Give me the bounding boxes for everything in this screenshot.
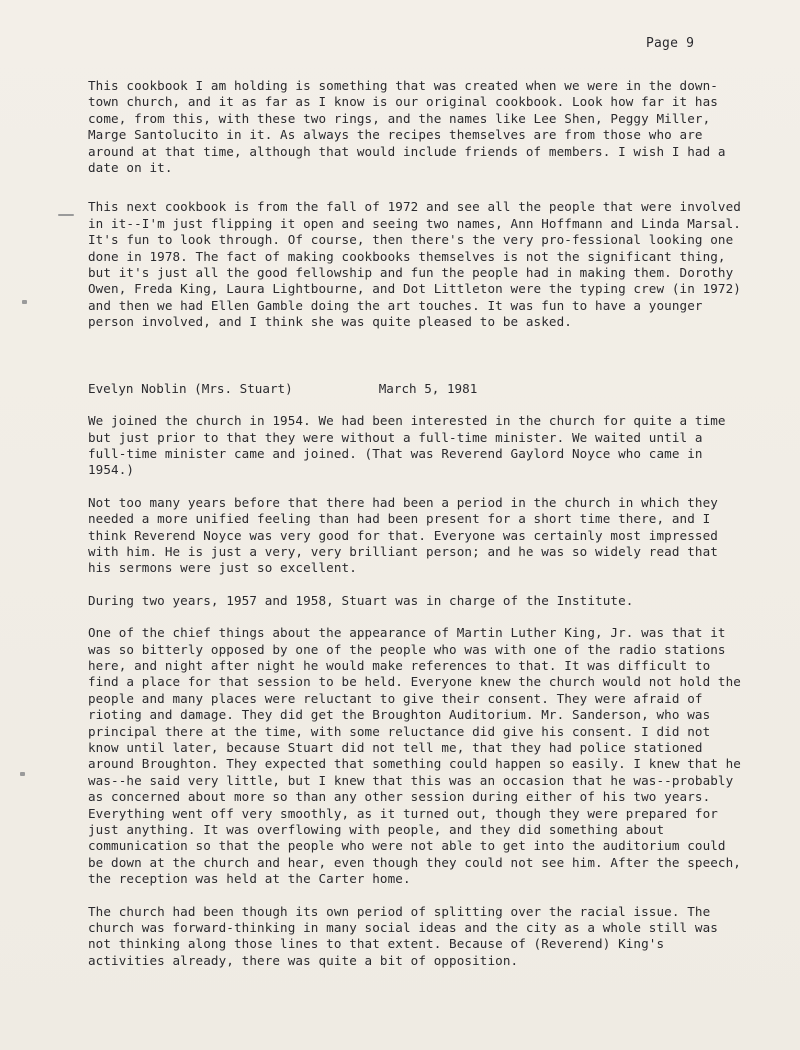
page-number: Page 9 xyxy=(646,36,695,51)
paragraph: This next cookbook is from the fall of 1972 and see all the people that were involved in it--I'm just flipping it open and seeing two names, Ann Hoffmann and Linda Marsal. It's fun to look through. Of course, then there's the very pro-fessional looking one done in 1978. The fact of making cookbooks themselves is not the significant thing, but it's just all the good fellowship and fun the people had in making them. Dorothy Owen, Freda King, Laura Lightbourne, and Dot Littleton were the typing crew (in 1972) and then we had Ellen Gamble doing the art touches. It was fun to have a younger person involved, and I think she was quite pleased to be asked. xyxy=(88,199,741,330)
paragraph: One of the chief things about the appearance of Martin Luther King, Jr. was that it was so bitterly opposed by one of the people who was with one of the radio stations here, and night after night he would make references to that. It was difficult to find a place for that session to be held. Everyone knew the church would not hold the people and many places were reluctant to give their consent. They were afraid of rioting and damage. They did get the Broughton Auditorium. Mr. Sanderson, who was principal there at the time, with some reluctance did give his consent. I did not know until later, because Stuart did not tell me, that they had police stationed around Broughton. They expected that something could happen so easily. I knew that he was--he said very little, but I knew that this was an occasion that he was--probably as concerned about more so than any other session during either of his two years. Everything went off very smoothly, as it turned out, though they were prepared for just anything. It was overflowing with people, and they did something about communication so that the people who were not able to get into the auditorium could be down at the church and hear, even though they could not see him. After the speech, the reception was held at the Carter home. xyxy=(88,625,741,887)
paragraph: Not too many years before that there had been a period in the church in which they needed a more unified feeling than had been present for a short time there, and I think Reverend Noyce was very good for that. Everyone was certainly most impressed with him. He is just a very, very brilliant person; and he was so widely read that his sermons were just so excellent. xyxy=(88,494,718,576)
paragraph: The church had been though its own period of splitting over the racial issue. The church was forward-thinking in many social ideas and the city as a whole still was not thinking along those lines to that extent. Because of (Reverend) King's activities already, there was quite a bit of opposition. xyxy=(88,903,718,968)
interview-date: March 5, 1981 xyxy=(378,380,478,396)
margin-mark xyxy=(58,214,74,216)
interviewee-name: Evelyn Noblin (Mrs. Stuart) xyxy=(88,380,293,396)
interview-heading xyxy=(88,381,748,397)
body-text xyxy=(88,78,748,969)
margin-mark xyxy=(22,300,27,304)
margin-mark xyxy=(20,772,25,776)
paragraph: We joined the church in 1954. We had been interested in the church for quite a time but just prior to that they were without a full-time minister. We waited until a full-time minister came and joined. (That was Reverend Gaylord Noyce who came in 1954.) xyxy=(88,413,726,478)
paragraph: During two years, 1957 and 1958, Stuart was in charge of the Institute. xyxy=(88,592,634,608)
paragraph: This cookbook I am holding is something that was created when we were in the down-town church, and it as far as I know is our original cookbook. Look how far it has come, from this, with these two rings, and the names like Lee Shen, Peggy Miller, Marge Santolucito in it. As always the recipes themselves are from those who are around at that time, although that would include friends of members. I wish I had a date on it. xyxy=(88,78,726,176)
